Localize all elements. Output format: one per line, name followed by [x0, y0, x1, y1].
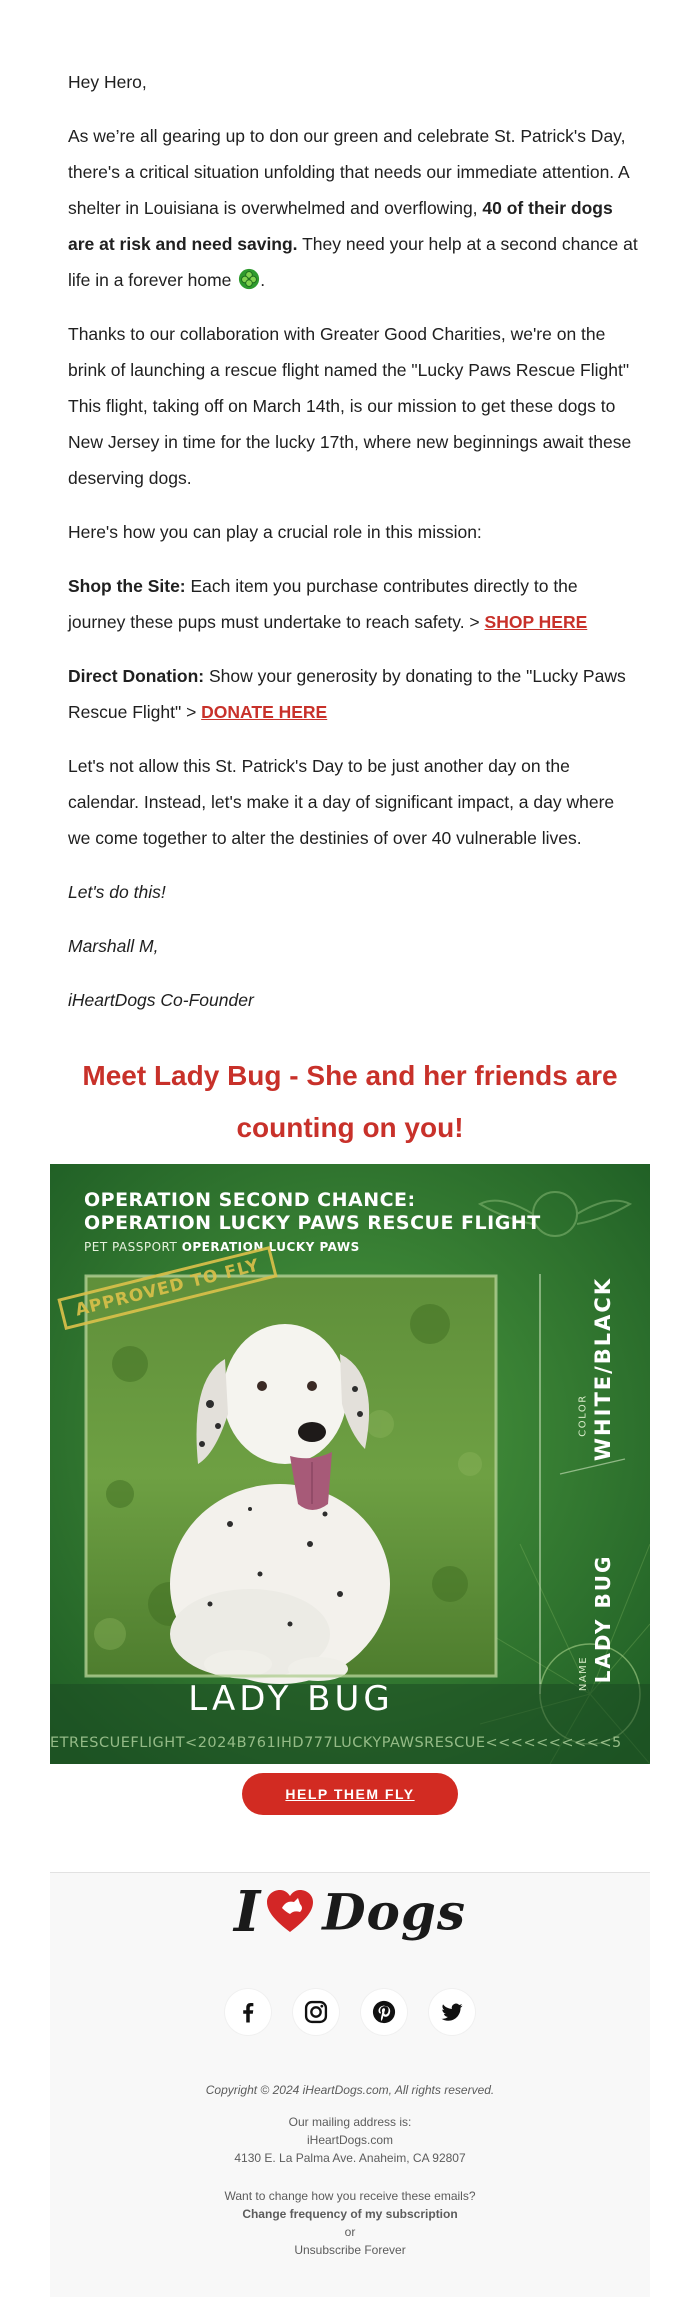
color-label: COLOR: [577, 1394, 589, 1437]
heart-dog-icon: [264, 1886, 316, 1938]
letter-body: [68, 64, 638, 1036]
name-value: LADY BUG: [591, 1554, 615, 1684]
color-field: [562, 1264, 644, 1474]
instagram-link[interactable]: [293, 1989, 339, 2035]
mailing-label: Our mailing address is:: [288, 2115, 412, 2129]
name-field: [562, 1524, 644, 1714]
approved-stamp: APPROVED TO FLY: [57, 1246, 277, 1330]
change-prompt: Want to change how you receive these emails?: [224, 2189, 476, 2203]
how-to-help-paragraph: Here's how you can play a crucial role in this mission:: [68, 522, 482, 542]
copyright: Copyright © 2024 iHeartDogs.com, All rights reserved.: [205, 2083, 495, 2097]
feature-headline: Meet Lady Bug - She and her friends are counting on you!: [82, 1060, 618, 1143]
shop-paragraph: Shop the Site: Each item you purchase contributes directly to the journey these pups must undertake to reach safety. > SHOP HERE: [68, 576, 588, 632]
signoff-line: Let's do this!: [68, 882, 166, 902]
dog-name-caption: LADY BUG: [188, 1679, 394, 1719]
pinterest-link[interactable]: [361, 1989, 407, 2035]
donate-here-link[interactable]: DONATE HERE: [201, 702, 328, 722]
name-label: NAME: [578, 1655, 590, 1692]
greeting: Hey Hero,: [68, 72, 147, 92]
poster-graphic: [50, 1164, 650, 1764]
lady-bug-poster[interactable]: [50, 1164, 650, 1764]
signature-name: Marshall M,: [68, 936, 159, 956]
mailing-address: 4130 E. La Palma Ave. Anaheim, CA 92807: [234, 2151, 466, 2165]
instagram-icon: [302, 1998, 330, 2026]
collaboration-paragraph: Thanks to our collaboration with Greater Good Charities, we're on the brink of launching a rescue flight named the "Lucky Paws Rescue Flight" This flight, taking off on March 14th, is our mission to get these dogs to New Jersey in time for the lucky 17th, where new beginnings await these deserving dogs.: [68, 324, 632, 488]
help-them-fly-button[interactable]: HELP THEM FLY: [242, 1773, 458, 1815]
facebook-link[interactable]: [225, 1989, 271, 2035]
shop-label: Shop the Site:: [68, 576, 186, 596]
intro-highlight: 40 of their dogs are at risk and need saving.: [68, 198, 613, 254]
machine-readable-line: ETRESCUEFLIGHT<2024B761IHD777LUCKYPAWSRESCUE<<<<<<<<<<5: [50, 1735, 622, 1751]
signature-title: iHeartDogs Co-Founder: [68, 990, 254, 1010]
or-separator: or: [344, 2225, 356, 2239]
subscription-block: [50, 2187, 650, 2259]
poster-title-line2: OPERATION LUCKY PAWS RESCUE FLIGHT: [84, 1212, 541, 1234]
mailing-name: iHeartDogs.com: [306, 2133, 394, 2147]
shop-here-link[interactable]: SHOP HERE: [484, 612, 588, 632]
change-frequency-link[interactable]: Change frequency of my subscription: [242, 2207, 458, 2221]
closing-paragraph: Let's not allow this St. Patrick's Day to be just another day on the calendar. Instead, let's make it a day of significant impact, a day where we come together to alter the destinies of over 40 vulnerable lives.: [68, 756, 615, 848]
poster-title-line1: OPERATION SECOND CHANCE:: [84, 1189, 416, 1211]
pet-passport-line: PET PASSPORT OPERATION LUCKY PAWS: [84, 1240, 360, 1254]
logo-dogs: Dogs: [322, 1882, 467, 1942]
donate-paragraph: Direct Donation: Show your generosity by donating to the "Lucky Paws Rescue Flight" > DONATE HERE: [68, 666, 626, 722]
twitter-icon: [438, 1998, 466, 2026]
intro-paragraph: As we’re all gearing up to don our green and celebrate St. Patrick's Day, there's a critical situation unfolding that needs our immediate attention. A shelter in Louisiana is overwhelmed and overflowing, 40 of their dogs are at risk and need saving. They need your help at a second chance at life in a forever home .: [68, 126, 638, 290]
donate-label: Direct Donation:: [68, 666, 205, 686]
iheartdogs-logo[interactable]: [50, 1879, 650, 1949]
facebook-icon: [234, 1998, 262, 2026]
unsubscribe-link[interactable]: Unsubscribe Forever: [294, 2243, 406, 2257]
logo-i: I: [233, 1879, 261, 1945]
mailing-address-block: [50, 2113, 650, 2167]
social-links: [50, 1989, 650, 2035]
shamrock-icon: [238, 268, 260, 290]
twitter-link[interactable]: [429, 1989, 475, 2035]
pinterest-icon: [370, 1998, 398, 2026]
color-value: WHITE/BLACK: [591, 1276, 615, 1462]
footer: [50, 1872, 650, 2297]
